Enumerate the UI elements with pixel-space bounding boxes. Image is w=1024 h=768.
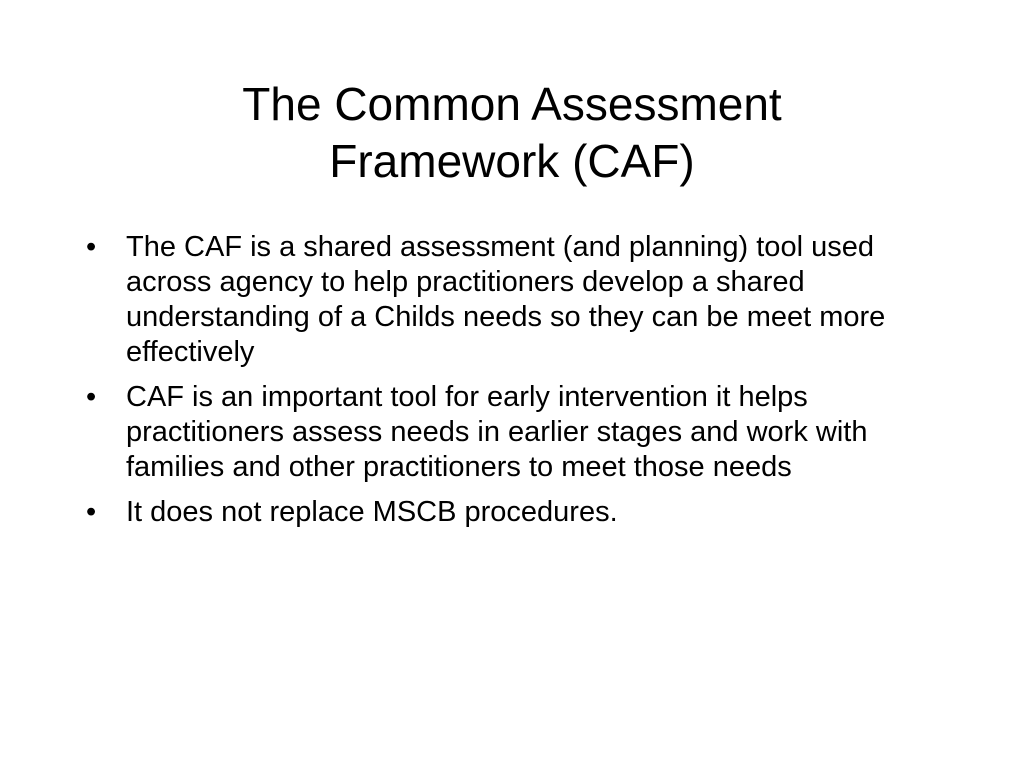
bullet-text-3: It does not replace MSCB procedures. — [126, 496, 618, 528]
slide-title-line-2: Framework (CAF) — [329, 135, 695, 187]
bullet-text-2: CAF is an important tool for early intervention it helps practitioners assess needs in earlier stages and work with families and other practitioners to meet those needs — [126, 381, 868, 483]
bullet-item-3 — [82, 495, 952, 530]
bullet-item-2 — [82, 380, 952, 485]
slide-title — [112, 76, 912, 190]
bullet-icon: • — [86, 231, 97, 263]
bullet-list — [82, 230, 952, 540]
slide-title-line-1: The Common Assessment — [242, 78, 782, 130]
bullet-icon: • — [86, 496, 97, 528]
bullet-item-1 — [82, 230, 952, 370]
bullet-icon: • — [86, 381, 97, 413]
bullet-text-1: The CAF is a shared assessment (and planning) tool used across agency to help practitioners develop a shared understanding of a Childs needs so they can be meet more effectively — [126, 231, 886, 368]
